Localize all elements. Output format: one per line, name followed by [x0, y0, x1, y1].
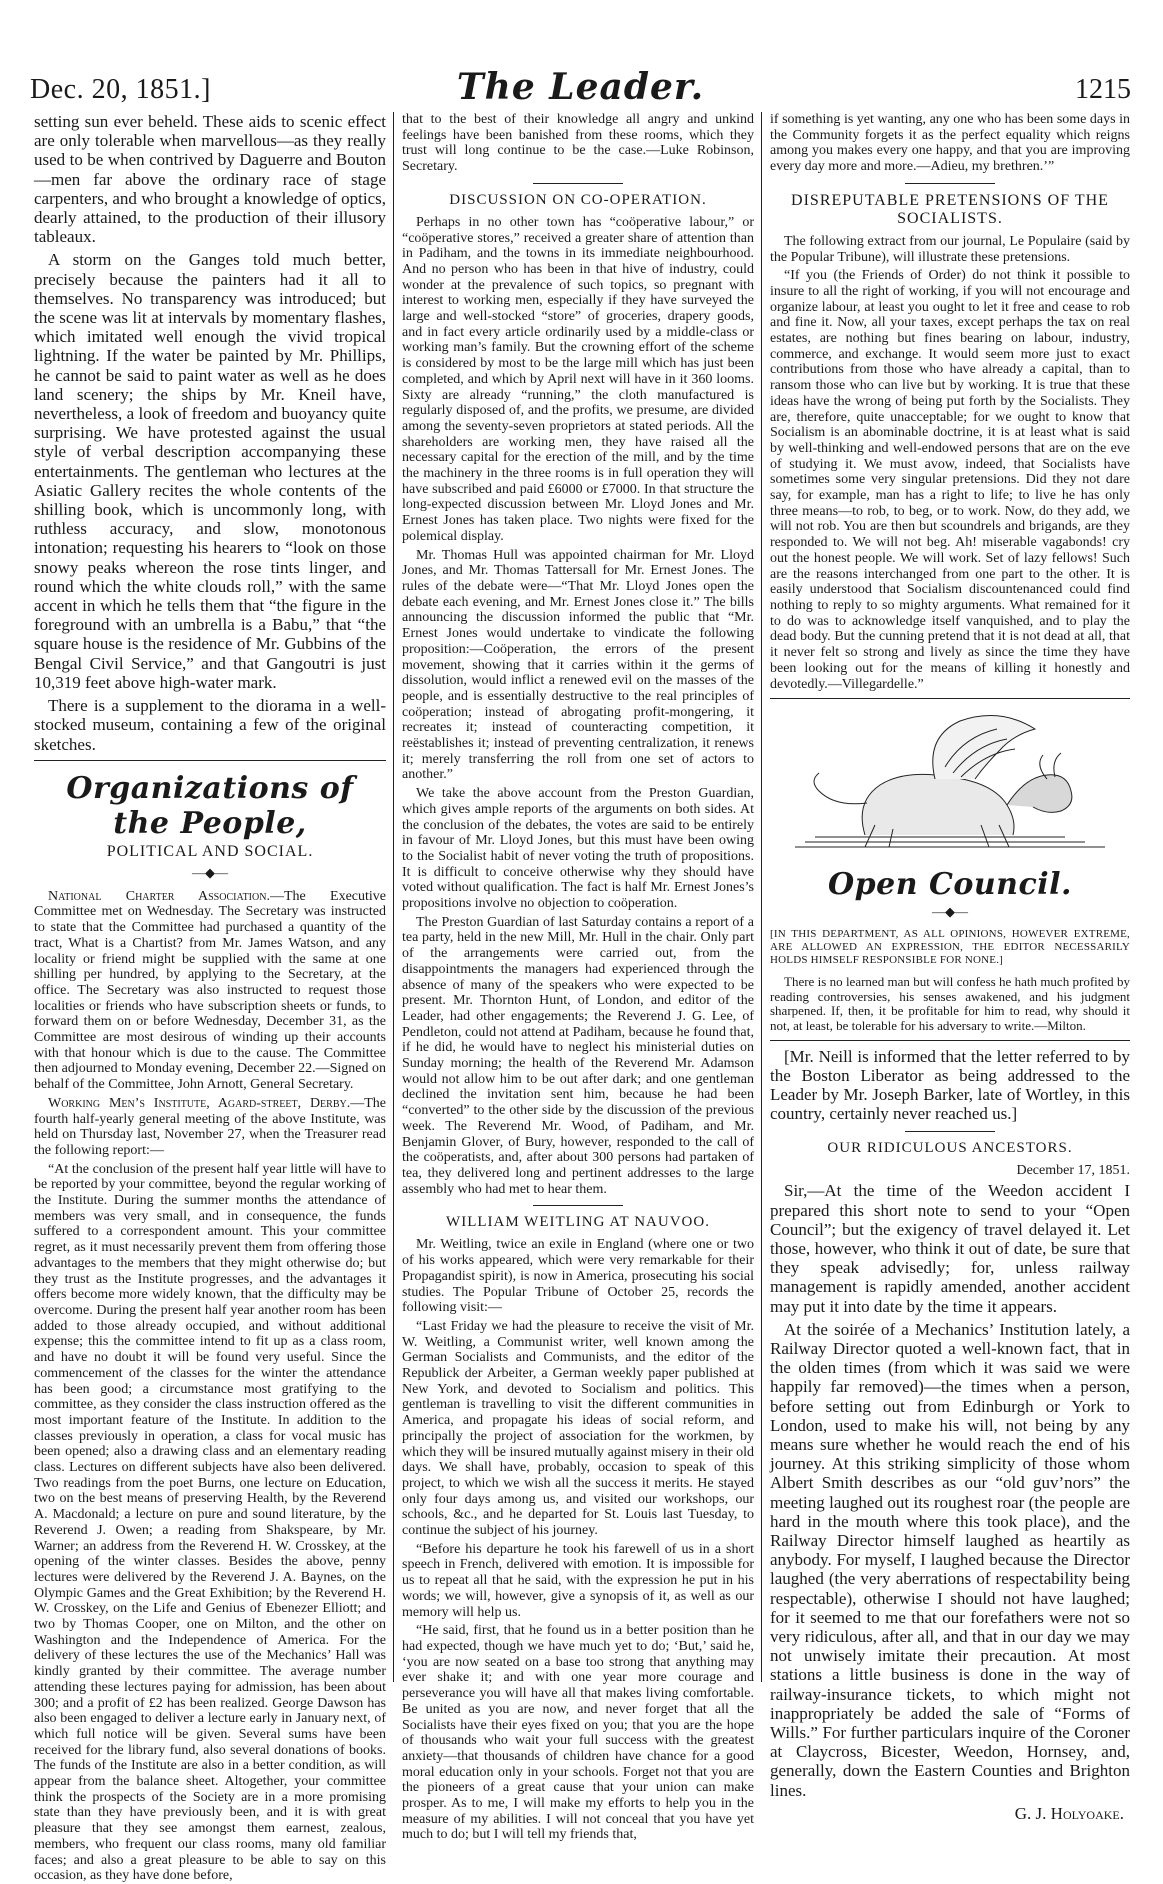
article-paragraph: “If you (the Friends of Order) do not think it possible to insure to all the right of working, if you will not encourage and organize labour, at least you ought to let it free and cease to rob and fine it. Now, all your taxes, except perhaps the tax on real estates, are nothing but fines bearing on labour, industry, commerce, and exchange. It would seem more just to exact contributions from those who have already a capital, than to ransom those who can live but by working. It is true that these ideas have the wrong of being put forth by the Socialists. They are, therefore, quite unacceptable; for we ought to know that Socialism is an abominable doctrine, it is at least what is said by well-thinking and well-endowed persons that are on the eve of studying it. We must avow, indeed, that Socialists have sometimes some very singular pretensions. Did they not dare say, for example, man has a right to life; to live he has only three means—to rob, to beg, or to work. Now, do they add, we will not rob. You are then but scoundrels and brigands, are they responded to. We will not beg. Ah! miserable vagabonds! cry out the honest people. We will work. Set of lazy fellows! Such are the reasons interchanged from one part to the other. It is easily understood that Socialism discountenanced could find nothing to reply to so mighty arguments. What remained for it to do was to acknowledge itself vanquished, and to play the dead body. But the cunning pretend that it is not dead at all, that it never felt so strong and lively as since the time they have been looking out for the means of killing it honestly and devotedly.—Villegardelle.” [770, 268, 1130, 692]
newspaper-title: The Leader. [456, 66, 705, 108]
report-quote: “At the conclusion of the present half year little will have to be reported by your committee, beyond the regular working of the Institute. During the summer months the attendance of members was very small, and in consequence, the funds suffered to a correspondent amount. This your committee regret, as it must necessarily prevent them from offering those advantages to the members that they might otherwise do; but they trust as the Institute progresses, and the advantages it offers become more widely known, that the difficulty may be overcome. During the present half year another room has been added to those already occupied, and without additional expense; this the committee intend to fit up as a class room, and have no doubt it will be found very useful. Since the commencement of the classes for the winter the attendance has been good; a circumstance most gratifying to the committee, as they consider the class instruction offered as the most important feature of the Institute. In addition to the classes previously in operation, a class for vocal music has been opened; also a drawing class and an elementary reading class. Lectures on different subjects have also been delivered. Two readings from the poet Burns, one lecture on Education, two on the best means of preserving Health, by the Reverend A. Macdonald; a lecture on pure and sound literature, by the Reverend J. Owen; a reading from Shakspeare, by Mr. Warner; an address from the Reverend H. W. Crosskey, at the opening of the winter classes. Besides the above, penny lectures were delivered by the Reverend J. A. Baynes, on the Olympic Games and the Great Exhibition; by the Reverend H. W. Crosskey, on the Life and Genius of Ebenezer Elliott; and two by Thomas Cooper, one on Milton, and the other on Washington and the Independence of America. For the delivery of these lectures the use of the Mechanics’ Hall was kindly granted by their committee. The average number attending these lectures paying for admission, has been about 300; and a profit of £2 has been realized. George Dawson has also been engaged to deliver a lecture early in January next, of which full notice will be given. Several sums have been received for the library fund, also several donations of books. The funds of the Institute are also in a better condition, as will appear from the balance sheet. Altogether, your committee think the prospects of the Society are in a more promising state than they have previously been, and it is with great pleasure that they see amongst them earnest, zealous, members, who frequent our class rooms, many old familiar faces; and also a great pleasure to be able to say on this occasion, as they have done before, [34, 1161, 386, 1884]
section-rule [34, 760, 386, 761]
article-paragraph: A storm on the Ganges told much better, precisely because the painters had it all to themselves. No transparency was introduced; but the scene was lit at intervals by momentary flashes, which imitated well enough the vivid tropical lightning. If the water be painted by Mr. Phillips, he cannot be said to paint water as well as he does land scenery; the ships by Mr. Kneil have, nevertheless, a look of freedom and buoyancy quite surprising. We have protested against the usual style of verbal description accompanying these entertainments. The gentleman who lectures at the Asiatic Gallery recites the whole contents of the shilling book, which is uncommonly long, with ruthless accuracy, and slow, monotonous intonation; requesting his hearers to “look on those snowy peaks whereon the rose tints linger, and round which the white clouds roll,” with the same accent in which he tells them that “the figure in the foreground with an umbrella is a Babu,” that “the square house is the residence of Mr. Gubbins of the Bengal Civil Service,” and that Gangoutri is just 10,319 feet above high-water mark. [34, 250, 386, 692]
article-paragraph: Mr. Weitling, twice an exile in England (where one or two of his works appeared, which were very remarkable for their Propagandist spirit), is now in America, prosecuting his social studies. The Popular Tribune of October 25, records the following visit:— [402, 1237, 754, 1316]
section-title: Open Council. [828, 867, 1072, 903]
article-paragraph: The Preston Guardian of last Saturday contains a report of a tea party, held in the new Mill, Mr. Hull in the chair. Only part of the arrangements were carried out, from the disappointments the managers had experienced through the absence of many of the speakers who were expected to be present. Mr. Thornton Hunt, of London, and editor of the Leader, had other engagements; the Reverend J. G. Lee, of Pendleton, could not attend at Padiham, because he found that, if he did, he would have to neglect his ministerial duties on Sunday morning; the health of the Reverend Mr. Adamson would not allow him to be out after dark; and one gentleman declined the invitation sent him, because he had been “converted” to the other side by the discussion of the previous week. The Reverend Mr. Wood, of Padiham, and Mr. Benjamin Glover, of Bury, however, responded to the call of the coöperatists, and, after about 300 persons had partaken of tea, they delivered long and pertinent addresses to the large assembly who had met to hear them. [402, 914, 754, 1197]
report-ncA [34, 889, 386, 1093]
griffin-illustration [785, 707, 1115, 857]
article-paragraph: “Last Friday we had the pleasure to receive the visit of Mr. W. Weitling, a Communist writer, well known among the German Socialists and Communists, and the editor of the Republick der Arbeiter, a German weekly paper published at New York, and devoted to Socialism and politics. This gentleman is travelling to visit the different communities in America, and propagate his ideas of social reform, and principally the project of association for the workmen, by which they will be insured mutually against misery in their old days. We shall have, probably, occasion to speak of this project, to which we wish all the success it merits. He stayed only four days among us, and visited our workshops, our schools, &c., and he departed for St. Louis last Tuesday, to continue the subject of his journey. [402, 1318, 754, 1539]
column-divider [393, 112, 394, 1682]
report-text: —The Executive Committee met on Wednesday. The Secretary was instructed to state that the Committee had purchased a quantity of the tract, What is a Chartist? from Mr. James Watson, and any locality or friend might be supplied with the same at one shilling per hundred, by applying to the Secretary, at the office. The Secretary was also instructed to request those localities or friends who have subscription sheets or funds, to forward them on or before Wednesday, December 31, as the Committee are most desirous of winding up their accounts with that honour which is due to the cause. The Committee then adjourned to Monday evening, December 22.—Signed on behalf of the Committee, John Arnott, General Secretary. [34, 888, 386, 1093]
milton-quote: There is no learned man but will confess he hath much profited by reading controversies, his senses awakened, and his judgment sharpened. If, then, it be profitable for him to read, why should it not, at least, be tolerable for his adversary to write.—Milton. [770, 974, 1130, 1033]
runin-heading: Working Men’s Institute, Agard-street, Derby. [48, 1095, 351, 1111]
section-title: Organizations of the People, [66, 770, 354, 841]
short-rule [905, 183, 995, 184]
article-paragraph: Perhaps in no other town has “coöperative labour,” or “coöperative stores,” received a greater share of attention than in Padiham, and the towns in its immediate neighbourhood. And no person who has been in that hive of industry, could wonder at the prevalence of such topics, so pregnant with interest to working men, especially if they have surveyed the large and well-stocked “store” of groceries, drapery goods, and in fact every article ordinarily used by a middle-class or working man’s family. But the crowning effort of the scheme is considered by most to be the large mill which has just been completed, and which by April next will have in it 360 looms. Sixty are already “running,” the cloth manufactured is regularly disposed of, and the profits, we presume, are divided among the seventy-seven proprietors at stated periods. All the shareholders are working men, they have raised all the necessary capital for the erection of the mill, and by the time the machinery in the three rooms is in full operation they will have subscribed and paid £6000 or £7000. In that structure the long-expected discussion between Mr. Lloyd Jones and Mr. Ernest Jones has taken place. Two nights were fixed for the polemical display. [402, 214, 754, 544]
editorial-notice: [IN THIS DEPARTMENT, AS ALL OPINIONS, HOWEVER EXTREME, ARE ALLOWED AN EXPRESSION, THE EDITOR NECESSARILY HOLDS HIMSELF RESPONSIBLE FOR NONE.] [770, 928, 1130, 967]
section-rule [770, 698, 1130, 699]
masthead [30, 62, 1131, 112]
article-paragraph: Sir,—At the time of the Weedon accident I prepared this short note to send to your “Open Council”; but the exigency of travel delayed it. Let those, however, who think it out of date, be sure that they speak advisedly; for, unless railway management is rapidly amended, another accident may put it into date by the time it appears. [770, 1181, 1130, 1316]
column-2 [402, 112, 754, 1843]
article-paragraph: Mr. Thomas Hull was appointed chairman for Mr. Lloyd Jones, and Mr. Thomas Tattersall for Mr. Ernest Jones. The rules of the debate were—“That Mr. Lloyd Jones open the debate each evening, and Mr. Ernest Jones close it.” The bills announcing the discussion informed the public that “Mr. Ernest Jones would undertake to vindicate the following proposition:—Coöperation, the errors of the present movement, showing that it carries within it the germs of dissolution, would inflict a renewed evil on the masses of the people, and is essentially destructive to the real principles of coöperation; instead of abrogating profit-mongering, it recreates it; instead of counteracting competition, it reëstablishes it; instead of preventing centralization, it renews it; merely transferring the roll from one set of actors to another.” [402, 547, 754, 783]
article-heading: DISREPUTABLE PRETENSIONS OF THE SOCIALISTS. [791, 191, 1109, 227]
article-heading: WILLIAM WEITLING AT NAUVOO. [446, 1214, 710, 1231]
runin-heading: National Charter Association. [48, 888, 270, 904]
short-rule [533, 183, 623, 184]
short-rule [905, 1131, 995, 1132]
column-3 [770, 112, 1130, 1823]
letter-date: December 17, 1851. [1016, 1163, 1130, 1179]
article-paragraph: There is a supplement to the diorama in a well-stocked museum, containing a few of the original sketches. [34, 696, 386, 754]
letter-signature: G. J. Holyoake. [1014, 1803, 1124, 1823]
section-rule [770, 1040, 1130, 1041]
page-number: 1215 [1075, 74, 1131, 105]
article-heading: OUR RIDICULOUS ANCESTORS. [827, 1140, 1073, 1157]
report-wmi [34, 1096, 386, 1159]
issue-date: Dec. 20, 1851.] [30, 74, 211, 105]
article-paragraph: setting sun ever beheld. These aids to scenic effect are only tolerable when marvellous—as they really used to be when contrived by Daguerre and Bouton—men far above the ordinary race of stage carpenters, and who brought a knowledge of optics, dearly attained, to the production of their illusory tableaux. [34, 112, 386, 247]
ornament-divider: —◆— [192, 864, 228, 880]
short-rule [533, 1205, 623, 1206]
report-text: —The fourth half-yearly general meeting of the above Institute, was held on Thursday last, November 27, when the Treasurer read the following report:— [34, 1095, 386, 1158]
section-subtitle: POLITICAL AND SOCIAL. [106, 842, 314, 860]
ornament-divider: —◆— [932, 904, 968, 920]
article-paragraph: The following extract from our journal, Le Populaire (said by the Popular Tribune), will illustrate these pretensions. [770, 233, 1130, 265]
article-paragraph: We take the above account from the Preston Guardian, which gives ample reports of the arguments on both sides. At the conclusion of the debates, the votes are said to be entirely in favour of Mr. Lloyd Jones, but this must have been owing to the Socialist habit of never voting the truth of propositions. It is difficult to conceive otherwise why they should have voted without qualification. The fact is half Mr. Ernest Jones’s propositions involve no objection to coöperation. [402, 786, 754, 912]
article-heading: DISCUSSION ON CO-OPERATION. [449, 191, 707, 208]
article-paragraph: “He said, first, that he found us in a better position than he had expected, though we have much yet to do; ‘But,’ said he, ‘you are now seated on a base too strong that anything may ever shake it; and with one year more courage and perseverance you will have all that makes living comfortable. Be united as you are now, and never forget that all the Socialists have their eyes fixed on you; that you are the hope of thousands who wait your full success with the greatest anxiety—that thousands of children have chance for a good moral education only in your schools. Forget not that you are the pioneers of a great cause that your union can make prosper. As to me, I will make my efforts to help you in the measure of my abilities. I will not conceal that you have yet much to do; but I will tell my friends that, [402, 1623, 754, 1843]
column-divider [761, 112, 762, 1682]
article-paragraph: “Before his departure he took his farewell of us in a short speech in French, delivered with emotion. It is impossible for us to repeat all that he said, with the expression he put in his words; we will, however, give a synopsis of it, as well as our memory will help us. [402, 1541, 754, 1620]
article-paragraph: if something is yet wanting, any one who has been some days in the Community forgets it as the perfect equality which reigns among you makes every one happy, and that you are improving every day more and more.—Adieu, my brethren.’” [770, 112, 1130, 175]
editorial-note: [Mr. Neill is informed that the letter referred to by the Boston Liberator as being addressed to the Leader by Mr. Joseph Barker, late of Wortley, in this country, certainly never reached us.] [770, 1046, 1130, 1124]
column-1 [34, 112, 386, 1884]
article-paragraph: that to the best of their knowledge all angry and unkind feelings have been banished from these rooms, which they trust will long continue to be the case.—Luke Robinson, Secretary. [402, 112, 754, 175]
article-paragraph: At the soirée of a Mechanics’ Institution lately, a Railway Director quoted a well-known fact, that in the olden times (from which it was said we were happily far removed)—the times when a person, before setting out from Edinburgh or York to London, used to make his will, not being by any means sure whether he would reach the end of his journey. At this striking simplicity of those whom Albert Smith describes as our “old guv’nors” the meeting laughed out its roughest roar (the people are hard in the mouth where this took place), and the Railway Director himself laughed as heartily as anybody. For myself, I laughed because the Director laughed (the very aberrations of respectability being respectable), otherwise I should not have laughed; for it seemed to me that our forefathers were not so very ridiculous, after all, and that in our day we may not unwisely imitate their precaution. At most stations a little business is done in the way of railway-insurance tickets, to which might not inappropriately be added the sale of “Forms of Wills.” For further particulars inquire of the Coroner at Claycross, Bicester, Weedon, Hornsey, and, generally, down the Eastern Counties and Brighton lines. [770, 1319, 1130, 1800]
